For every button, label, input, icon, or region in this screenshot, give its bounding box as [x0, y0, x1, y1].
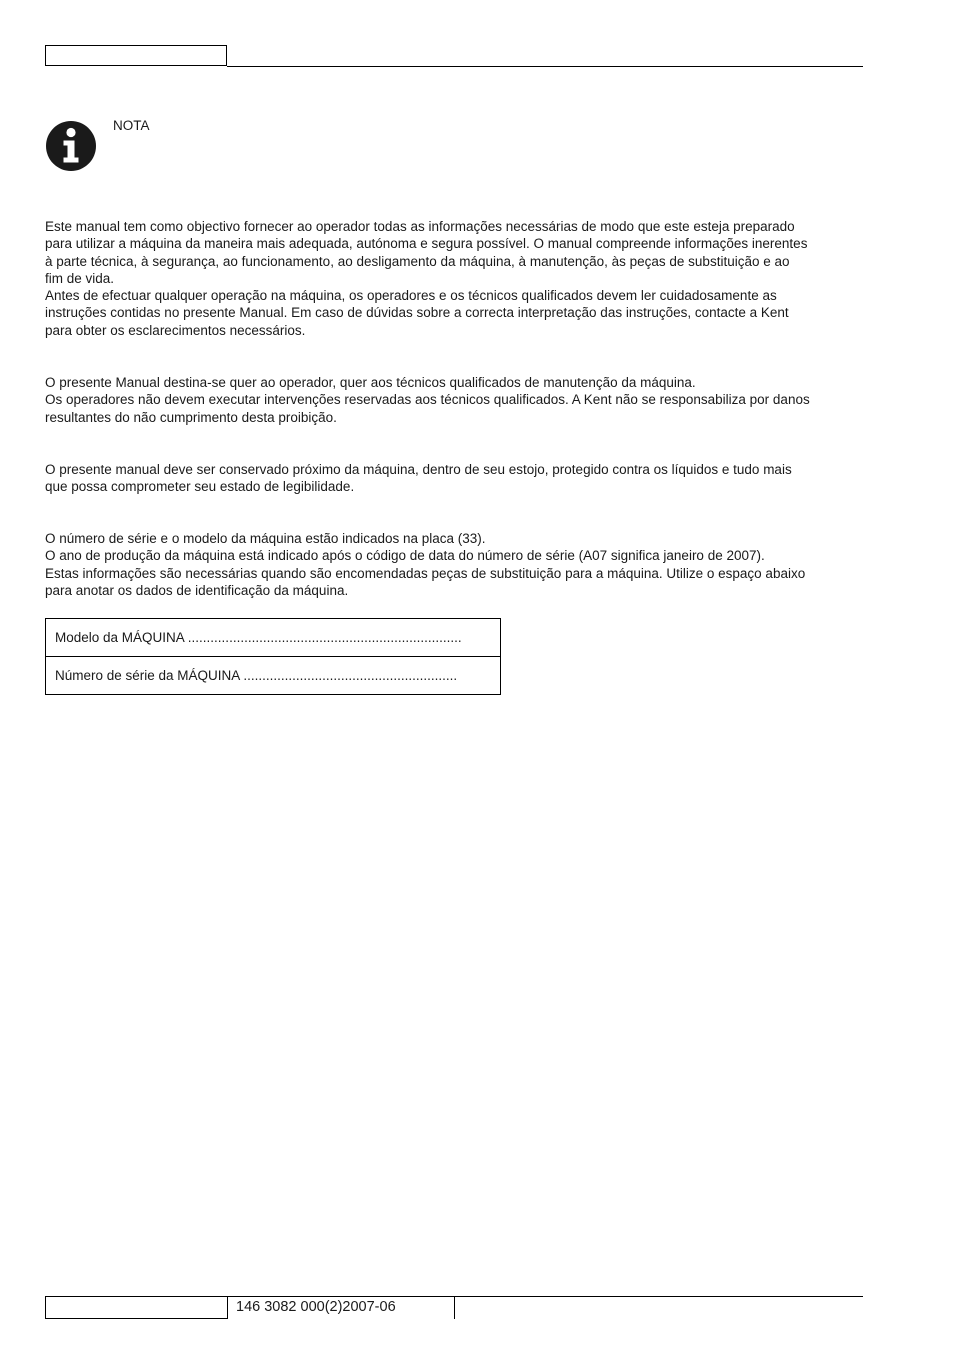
text-line: O presente manual deve ser conservado próximo da máquina, dentro de seu estojo, protegido contra os líquidos e tudo mais: [45, 462, 792, 477]
text-line: Antes de efectuar qualquer operação na máquina, os operadores e os técnicos qualificados devem ler cuidadosamente as: [45, 288, 777, 304]
paragraph-audience: [45, 374, 867, 426]
paragraph-purpose: [45, 218, 867, 339]
text-line: resultantes do não cumprimento desta proibição.: [45, 409, 337, 425]
text-line: Este manual tem como objectivo fornecer ao operador todas as informações necessárias de modo que este esteja preparado: [45, 219, 795, 234]
text-line: à parte técnica, à segurança, ao funcionamento, ao desligamento da máquina, à manutenção, às peças de substituição e ao: [45, 253, 790, 269]
text-line: para obter os esclarecimentos necessários.: [45, 322, 306, 338]
text-line: O ano de produção da máquina está indicado após o código de data do número de série (A07 significa janeiro de 2007).: [45, 548, 765, 564]
text-line: fim de vida.: [45, 270, 115, 286]
text-line: Estas informações são necessárias quando são encomendadas peças de substituição para a máquina. Utilize o espaço abaixo: [45, 565, 806, 581]
footer-separator: [454, 1296, 455, 1319]
text-line: que possa comprometer seu estado de legibilidade.: [45, 479, 355, 495]
paragraph-identification: [45, 530, 867, 599]
identification-table: [45, 618, 501, 695]
text-line: instruções contidas no presente Manual. Em caso de dúvidas sobre a correcta interpretação das instruções, contacte a Kent: [45, 305, 789, 321]
paragraph-storage: [45, 461, 867, 496]
footer-page-box: [45, 1296, 228, 1319]
text-line: para anotar os dados de identificação da máquina.: [45, 582, 349, 598]
header-rule: [227, 66, 863, 67]
text-line: O presente Manual destina-se quer ao operador, quer aos técnicos qualificados de manutenção da máquina.: [45, 375, 696, 390]
info-icon: [45, 120, 97, 172]
note-label: NOTA: [113, 118, 150, 133]
text-line: O número de série e o modelo da máquina estão indicados na placa (33).: [45, 531, 486, 546]
machine-serial-row: Número de série da MÁQUINA .........................................................: [55, 668, 458, 683]
text-line: Os operadores não devem executar intervenções reservadas aos técnicos qualificados. A Kent não se responsabiliza por danos: [45, 392, 810, 408]
document-code: 146 3082 000(2)2007-06: [236, 1299, 396, 1315]
machine-model-row: Modelo da MÁQUINA .........................................................................: [46, 619, 500, 657]
footer-rule: [228, 1296, 863, 1297]
header-page-box: [45, 45, 227, 66]
text-line: para utilizar a máquina da maneira mais adequada, autónoma e segura possível. O manual compreende informações inerentes: [45, 236, 808, 252]
